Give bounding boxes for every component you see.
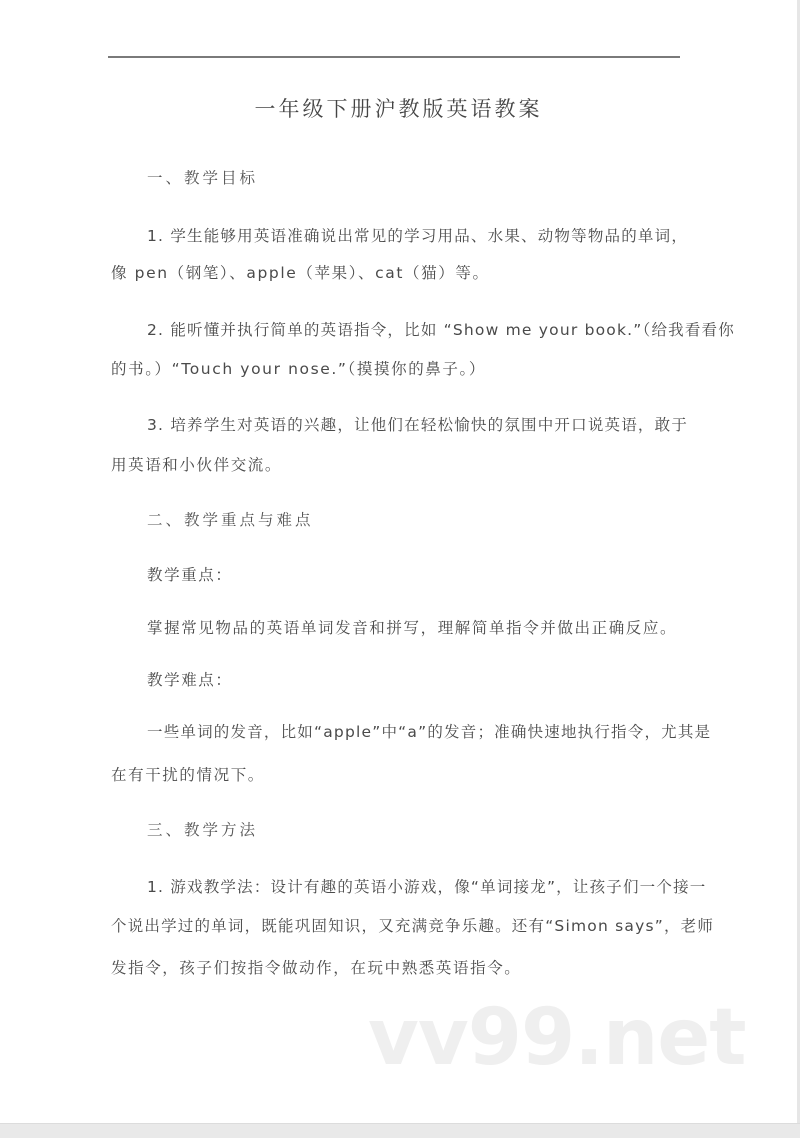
header-rule bbox=[108, 56, 680, 58]
difficulties-line-1: 一些单词的发音，比如“apple”中“a”的发音；准确快速地执行指令，尤其是 bbox=[147, 723, 712, 741]
objective-2-line-1: 2. 能听懂并执行简单的英语指令，比如 “Show me your book.”（给我看看你 bbox=[147, 321, 735, 339]
objective-1-line-2: 像 pen（钢笔）、apple（苹果）、cat（猫）等。 bbox=[111, 264, 490, 282]
objective-3-line-1: 3. 培养学生对英语的兴趣，让他们在轻松愉快的氛围中开口说英语，敢于 bbox=[147, 416, 689, 434]
difficulties-line-2: 在有干扰的情况下。 bbox=[111, 766, 265, 784]
key-points-text: 掌握常见物品的英语单词发音和拼写，理解简单指令并做出正确反应。 bbox=[147, 619, 678, 637]
key-points-label: 教学重点： bbox=[147, 566, 233, 584]
method-1-line-2: 个说出学过的单词，既能巩固知识，又充满竞争乐趣。还有“Simon says”，老师 bbox=[111, 917, 715, 935]
objective-3-line-2: 用英语和小伙伴交流。 bbox=[111, 456, 283, 474]
method-1-line-3: 发指令，孩子们按指令做动作，在玩中熟悉英语指令。 bbox=[111, 959, 522, 977]
page-bottom-edge bbox=[0, 1123, 800, 1138]
document-title: 一年级下册沪教版英语教案 bbox=[254, 97, 543, 121]
section-heading-objectives: 一、教学目标 bbox=[147, 169, 259, 187]
method-1-line-1: 1. 游戏教学法：设计有趣的英语小游戏，像“单词接龙”，让孩子们一个接一 bbox=[147, 878, 707, 896]
objective-1-line-1: 1. 学生能够用英语准确说出常见的学习用品、水果、动物等物品的单词， bbox=[147, 227, 689, 245]
section-heading-methods: 三、教学方法 bbox=[147, 821, 259, 839]
objective-2-line-2: 的书。）“Touch your nose.”（摸摸你的鼻子。） bbox=[111, 360, 486, 378]
watermark: vv99.net bbox=[368, 993, 746, 1083]
section-heading-key-points: 二、教学重点与难点 bbox=[147, 511, 314, 529]
difficulties-label: 教学难点： bbox=[147, 671, 233, 689]
